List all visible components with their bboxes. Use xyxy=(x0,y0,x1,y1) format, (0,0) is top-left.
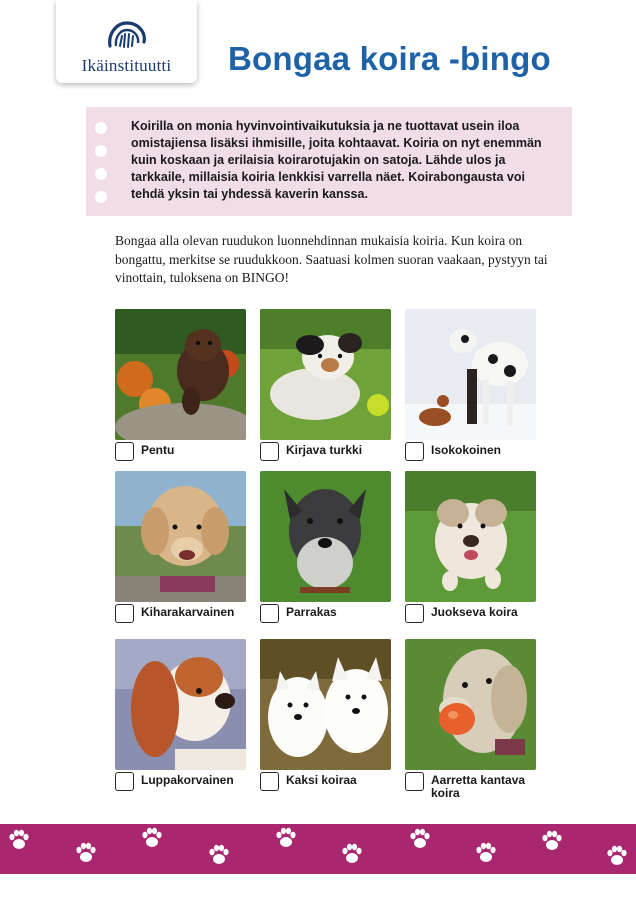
dog-photo-floppy-ears xyxy=(115,639,246,770)
bingo-cell xyxy=(260,309,392,457)
bullet-dot xyxy=(95,145,107,157)
paw-print-icon xyxy=(607,846,626,865)
bingo-label: Kaksi koiraa xyxy=(286,773,357,787)
dog-photo-running xyxy=(405,471,536,602)
paw-print-icon xyxy=(342,844,361,863)
bingo-checkbox[interactable] xyxy=(260,604,279,623)
bullet-dots xyxy=(95,122,107,214)
bingo-label: Parrakas xyxy=(286,605,337,619)
bingo-checkbox[interactable] xyxy=(405,604,424,623)
info-box xyxy=(86,107,572,216)
bingo-checkbox[interactable] xyxy=(115,772,134,791)
bingo-label: Kirjava turkki xyxy=(286,443,363,457)
ikainstituutti-logo-icon xyxy=(106,20,148,52)
bingo-cell xyxy=(115,471,247,619)
paw-print-icon xyxy=(410,829,429,848)
paw-print-icon xyxy=(542,831,561,850)
dog-photo-puppy xyxy=(115,309,246,440)
dog-photo-large-dog xyxy=(405,309,536,440)
bingo-label: Aarretta kantava koira xyxy=(431,773,526,800)
bingo-checkbox[interactable] xyxy=(115,604,134,623)
bingo-checkbox[interactable] xyxy=(405,442,424,461)
bingo-cell xyxy=(405,309,537,457)
logo-text: Ikäinstituutti xyxy=(81,56,172,75)
footer-paws xyxy=(0,824,636,874)
info-text: Koirilla on monia hyvinvointivaikutuksia ja ne tuottavat usein iloa omistajiensa lisäksi ihmisille, joita kohtaavat. Koiria on nyt enemmän kuin koskaan ja erilaisia koirarotujakin on satoja. Lähde ulos ja tarkkaile, millaisia koiria lenkkisi varrella näet. Koirabongausta voi tehdä yksin tai yhdessä kaverin kanssa. xyxy=(131,119,542,201)
bingo-checkbox[interactable] xyxy=(115,442,134,461)
bingo-checkbox[interactable] xyxy=(260,442,279,461)
bingo-cell xyxy=(260,639,392,787)
bingo-cell xyxy=(260,471,392,619)
bingo-label: Isokokoinen xyxy=(431,443,502,457)
dog-photo-curly-coat xyxy=(115,471,246,602)
bingo-label: Pentu xyxy=(141,443,175,457)
bingo-cell xyxy=(405,471,537,619)
footer-paw-band xyxy=(0,824,636,874)
dog-photo-bearded xyxy=(260,471,391,602)
bingo-checkbox[interactable] xyxy=(260,772,279,791)
paw-print-icon xyxy=(476,843,495,862)
logo-card xyxy=(56,0,197,83)
paw-print-icon xyxy=(209,845,228,864)
dog-photo-two-dogs xyxy=(260,639,391,770)
dog-photo-patterned-coat xyxy=(260,309,391,440)
dog-photo-carrying-treasure xyxy=(405,639,536,770)
bingo-label: Luppakorvainen xyxy=(141,773,234,787)
bingo-label: Kiharakarvainen xyxy=(141,605,235,619)
bingo-label: Juokseva koira xyxy=(431,605,518,619)
bingo-cell xyxy=(115,639,247,787)
page-title: Bongaa koira -bingo xyxy=(228,40,551,77)
paw-print-icon xyxy=(142,828,161,847)
bingo-checkbox[interactable] xyxy=(405,772,424,791)
bullet-dot xyxy=(95,122,107,134)
paw-print-icon xyxy=(9,830,28,849)
bingo-cell xyxy=(115,309,247,457)
bullet-dot xyxy=(95,191,107,203)
bingo-cell xyxy=(405,639,537,800)
paw-print-icon xyxy=(76,843,95,862)
paw-print-icon xyxy=(276,828,295,847)
instructions-text: Bongaa alla olevan ruudukon luonnehdinnan mukaisia koiria. Kun koira on bongattu, merkitse se ruudukkoon. Saatuasi kolmen suoran vaakaan, pystyyn tai vinottain, tuloksena on BINGO! xyxy=(115,233,548,285)
bullet-dot xyxy=(95,168,107,180)
